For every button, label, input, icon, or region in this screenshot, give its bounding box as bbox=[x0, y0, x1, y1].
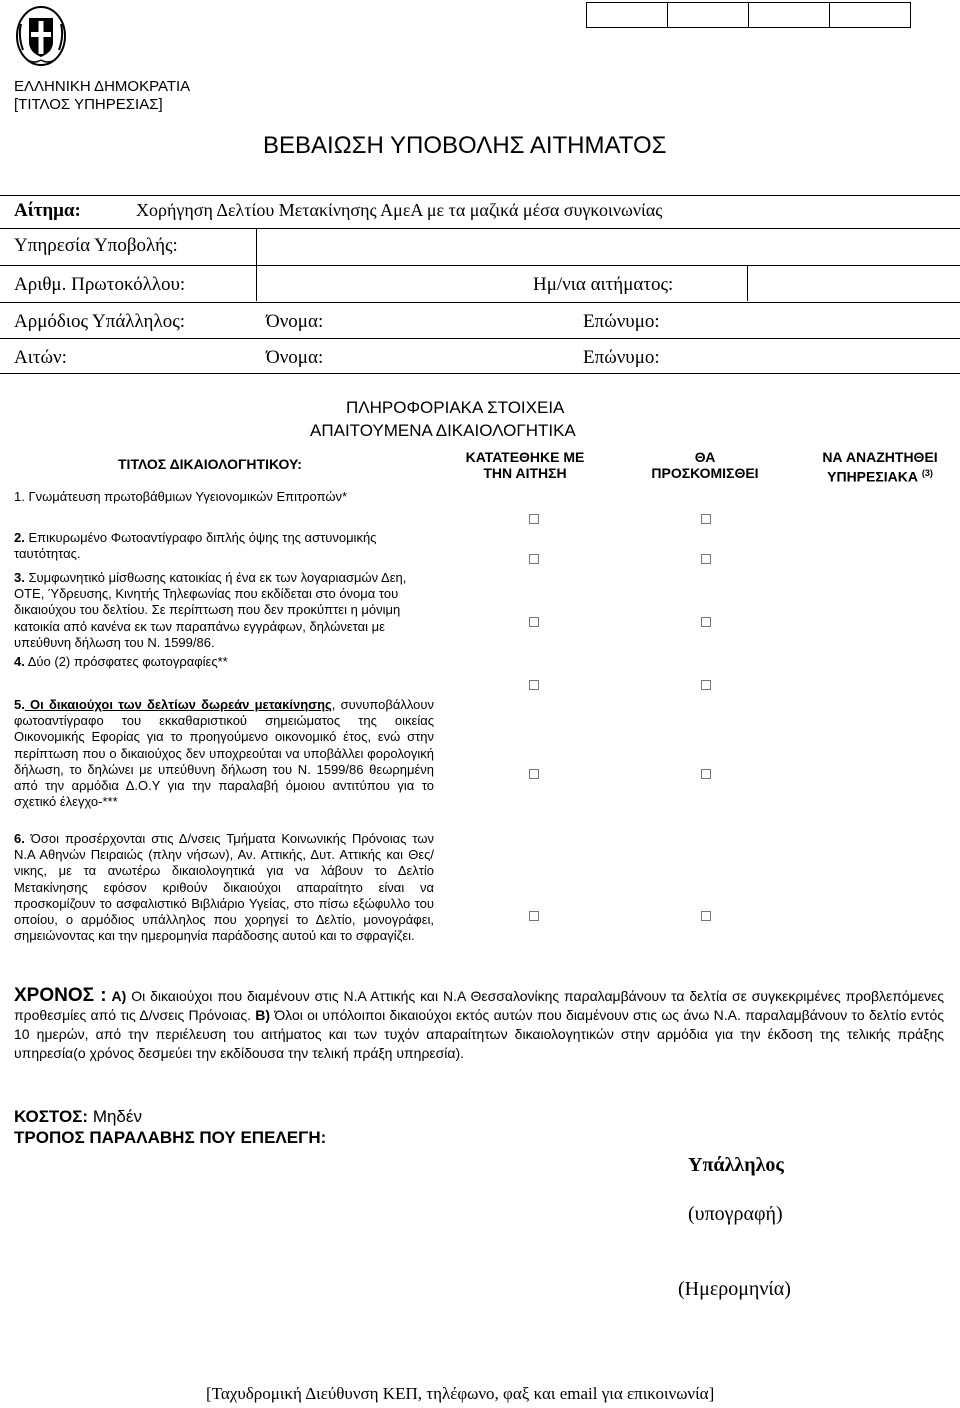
checkbox-submitted[interactable] bbox=[529, 769, 539, 779]
checkbox-to-bring[interactable] bbox=[701, 911, 711, 921]
time-label: ΧΡΟΝΟΣ bbox=[14, 985, 95, 1006]
request-label: Αίτημα: bbox=[14, 200, 81, 221]
protocol-label: Αριθμ. Πρωτοκόλλου: bbox=[14, 274, 186, 295]
checkbox-to-bring[interactable] bbox=[701, 554, 711, 564]
applicant-first-name-label: Όνομα: bbox=[266, 347, 324, 368]
officer-last-name-label: Επώνυμο: bbox=[583, 311, 660, 332]
column-submitted-line1: ΚΑΤΑΤΕΘΗΚΕ ΜΕ bbox=[465, 449, 585, 465]
time-b-text: Όλοι οι υπόλοιποι δικαιούχοι εκτός αυτών που διαμένουν στις ως άνω Ν.Α. παραλαμβάνουν το δελτίο εντός 10 ημερών, από την περιέλευση του αιτήματος και των τυχόν απαραίτητων δικαιολογητικών στην αρμόδια για την έκδοση της τελικής πράξης υπηρεσία(ο χρόνος δεσμεύει την εκδίδουσα την τελική πράξη υπηρεσία). bbox=[14, 1007, 944, 1061]
divider bbox=[0, 338, 960, 339]
checkbox-submitted[interactable] bbox=[529, 554, 539, 564]
item-text: Όσοι προσέρχονται στις Δ/νσεις Τμήματα Κοινωνικής Πρόνοιας των Ν.Α Αθηνών Πειραιώς (πλην νήσων), Αν. Αττικής, Δυτ. Αττικής και Θες/νικης, με τα ανωτέρω δικαιολογητικά για να λάβουν το Δελτίο Μετακίνησης εφόσον κριθούν δικαιούχοι απαραίτητο είναι να προσκομίζουν το ασφαλιστικό Βιβλιάριο Υγείας, στο πίσω εξώφυλλο του οποίου, ο αρμόδιος υπάλληλος που χορηγεί το Δελτίο, μονογράφει, σημειώνοντας και την ημερομηνία παράδοσης αυτού και το σφραγίζει. bbox=[14, 831, 434, 944]
reference-box[interactable] bbox=[749, 3, 830, 27]
reference-box[interactable] bbox=[830, 3, 910, 27]
reference-boxes[interactable] bbox=[586, 2, 911, 28]
officer-first-name-label: Όνομα: bbox=[266, 311, 324, 332]
column-service-search bbox=[805, 449, 955, 485]
cost-value: Μηδέν bbox=[88, 1107, 142, 1126]
delivery-method-label: ΤΡΟΠΟΣ ΠΑΡΑΛΑΒΗΣ ΠΟΥ ΕΠΕΛΕΓΗ: bbox=[14, 1128, 327, 1147]
section-info-heading: ΠΛΗΡΟΦΟΡΙΑΚΑ ΣΤΟΙΧΕΙΑ bbox=[346, 398, 565, 417]
signature-date: (Ημερομηνία) bbox=[678, 1278, 791, 1300]
checkbox-to-bring[interactable] bbox=[701, 617, 711, 627]
applicant-label: Αιτών: bbox=[14, 347, 67, 368]
signature-line: (υπογραφή) bbox=[688, 1203, 783, 1225]
signature-employee: Υπάλληλος bbox=[688, 1154, 784, 1176]
document-item bbox=[14, 570, 434, 651]
checkbox-to-bring[interactable] bbox=[701, 680, 711, 690]
column-to-bring bbox=[620, 449, 790, 481]
item-text: , συνυποβάλλουν φωτοαντίγραφο του εκκαθαριστικού σημειώματος της οικείας Οικονομικής Εφορίας για το προηγούμενο οικονομικό έτος, ενώ στην περίπτωση που ο δικαιούχος δεν υποχρεούται να υποβάλλει φορολογική δήλωση, το δηλώνει με υπεύθυνη δήλωση του Ν. 1599/86 θεωρημένη από την αρμόδια Δ.Ο.Υ για την παραλαβή όμοιου αντιτύπου για το σχετικό έλεγχο-*** bbox=[14, 697, 434, 810]
divider bbox=[747, 266, 748, 301]
applicant-last-name-label: Επώνυμο: bbox=[583, 347, 660, 368]
greek-emblem-icon bbox=[14, 4, 68, 68]
footer-contact: [Ταχυδρομική Διεύθυνση ΚΕΠ, τηλέφωνο, φαξ και email για επικοινωνία] bbox=[206, 1384, 715, 1403]
item-number: 6. bbox=[14, 831, 25, 846]
cost-line bbox=[14, 1107, 142, 1127]
divider bbox=[0, 195, 960, 196]
column-to-bring-line1: ΘΑ bbox=[694, 449, 716, 465]
document-item bbox=[14, 530, 434, 562]
column-submitted-line2: ΤΗΝ ΑΙΤΗΣΗ bbox=[483, 465, 567, 481]
section-documents-heading: ΑΠΑΙΤΟΥΜΕΝΑ ΔΙΚΑΙΟΛΟΓΗΤΙΚΑ bbox=[310, 421, 576, 440]
time-section bbox=[14, 986, 944, 1063]
document-item bbox=[14, 654, 434, 670]
checkbox-submitted[interactable] bbox=[529, 514, 539, 524]
checkbox-submitted[interactable] bbox=[529, 680, 539, 690]
divider bbox=[0, 265, 960, 266]
divider bbox=[256, 229, 257, 301]
document-item bbox=[14, 831, 434, 944]
document-item: 1. Γνωμάτευση πρωτοβάθμιων Υγειονομικών Επιτροπών* bbox=[14, 489, 348, 504]
column-service-search-line1: ΝΑ ΑΝΑΖΗΤΗΘΕΙ bbox=[822, 449, 938, 465]
column-service-search-line2 bbox=[805, 465, 955, 485]
item-text: Επικυρωμένο Φωτοαντίγραφο διπλής όψης της αστυνομικής ταυτότητας. bbox=[14, 530, 377, 562]
item-number: 5. bbox=[14, 697, 25, 712]
request-value: Χορήγηση Δελτίου Μετακίνησης ΑμεΑ με τα μαζικά μέσα συγκοινωνίας bbox=[136, 200, 663, 220]
reference-box[interactable] bbox=[668, 3, 749, 27]
divider bbox=[0, 228, 960, 229]
column-service-search-text: ΥΠΗΡΕΣΙΑΚΑ bbox=[827, 468, 918, 485]
header-service-title: [ΤΙΤΛΟΣ ΥΠΗΡΕΣΙΑΣ] bbox=[14, 96, 163, 113]
item-number: 4. bbox=[14, 654, 25, 669]
cost-label: ΚΟΣΤΟΣ: bbox=[14, 1107, 89, 1126]
divider bbox=[0, 302, 960, 303]
divider bbox=[0, 373, 960, 374]
item-number: 3. bbox=[14, 570, 25, 585]
item-text-bold: Οι δικαιούχοι των δελτίων δωρεάν μετακίνησης bbox=[24, 697, 332, 712]
item-number: 2. bbox=[14, 530, 25, 545]
item-text: Δύο (2) πρόσφατες φωτογραφίες** bbox=[24, 654, 228, 669]
footnote-marker: (3) bbox=[921, 468, 933, 478]
time-a-label: Α) bbox=[111, 988, 127, 1004]
service-label: Υπηρεσία Υποβολής: bbox=[14, 235, 178, 256]
officer-label: Αρμόδιος Υπάλληλος: bbox=[14, 311, 185, 332]
column-title: ΤΙΤΛΟΣ ΔΙΚΑΙΟΛΟΓΗΤΙΚΟΥ: bbox=[118, 456, 302, 472]
checkbox-to-bring[interactable] bbox=[701, 769, 711, 779]
column-submitted bbox=[450, 449, 600, 481]
checkbox-submitted[interactable] bbox=[529, 617, 539, 627]
date-label: Ημ/νια αιτήματος: bbox=[533, 274, 674, 295]
page-title: ΒΕΒΑΙΩΣΗ ΥΠΟΒΟΛΗΣ ΑΙΤΗΜΑΤΟΣ bbox=[263, 132, 667, 159]
time-b-label: Β) bbox=[255, 1007, 271, 1023]
time-a-text: Οι δικαιούχοι που διαμένουν στις Ν.Α Αττικής και Ν.Α Θεσσαλονίκης παραλαμβάνουν τα δελτία σε συγκεκριμένες προβλεπόμενες προθεσμίες από τις Δ/νσεις Πρόνοιας. bbox=[14, 988, 945, 1023]
document-item bbox=[14, 697, 434, 810]
time-colon: : bbox=[94, 985, 107, 1006]
header-republic: ΕΛΛΗΝΙΚΗ ΔΗΜΟΚΡΑΤΙΑ bbox=[14, 78, 191, 95]
item-text: Συμφωνητικό μίσθωσης κατοικίας ή ένα εκ των λογαριασμών Δεη, ΟΤΕ, Ύδρευσης, Κινητής Τηλεφωνίας που εκδίδεται στο όνομα του δικαιούχου του δελτίου. Σε περίπτωση που δεν προκύπτει η μόνιμη κατοικία από κανένα εκ των παραπάνω εγγράφων, δηλώνεται με υπεύθυνη δήλωση του Ν. 1599/86. bbox=[14, 570, 407, 650]
checkbox-submitted[interactable] bbox=[529, 911, 539, 921]
checkbox-to-bring[interactable] bbox=[701, 514, 711, 524]
column-to-bring-line2: ΠΡΟΣΚΟΜΙΣΘΕΙ bbox=[651, 465, 759, 481]
reference-box[interactable] bbox=[587, 3, 668, 27]
